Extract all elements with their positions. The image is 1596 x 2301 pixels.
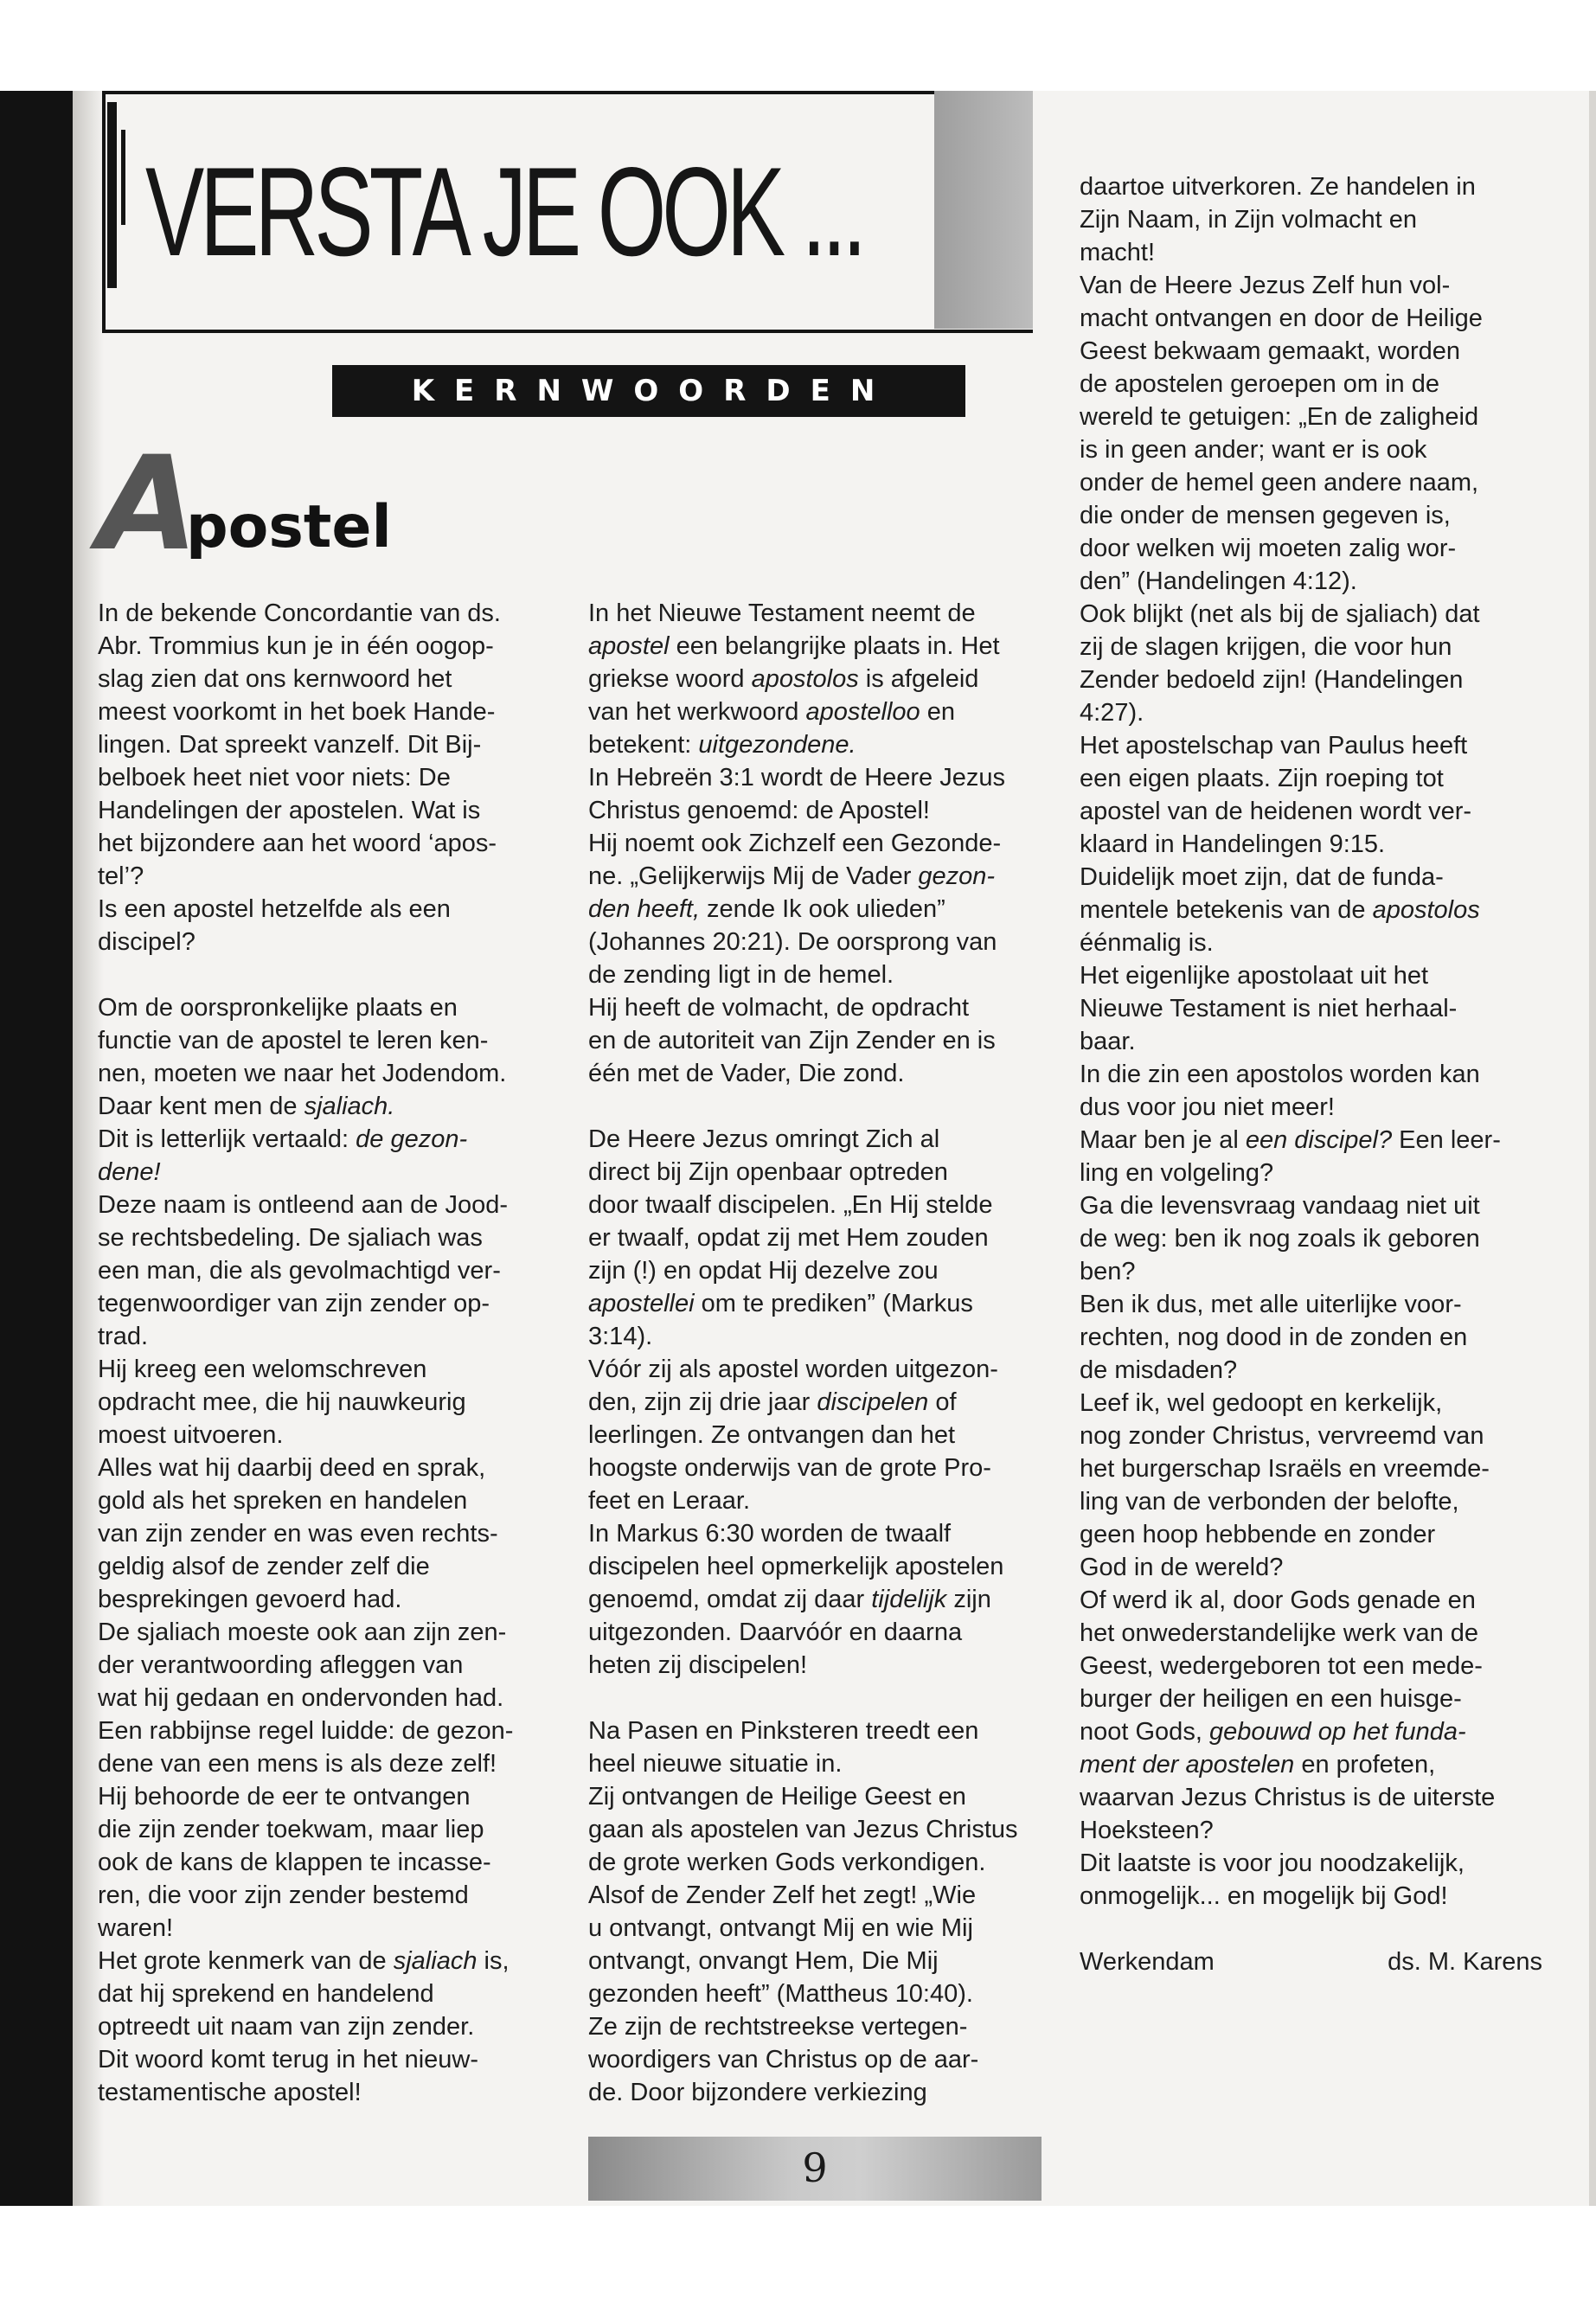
text-line: nen, moeten we naar het Jodendom. bbox=[98, 1060, 507, 1087]
article-title-initial: A bbox=[98, 429, 199, 580]
text-line: het onwederstandelijke werk van de bbox=[1080, 1619, 1479, 1647]
text-line: Om de oorspronkelijke plaats en bbox=[98, 994, 458, 1022]
text-line: gold als het spreken en handelen bbox=[98, 1487, 468, 1515]
text-line: Daar kent men de sjaliach. bbox=[98, 1093, 395, 1120]
text-line: mentele betekenis van de apostolos bbox=[1080, 896, 1480, 924]
text-line: Duidelijk moet zijn, dat de funda- bbox=[1080, 863, 1444, 891]
text-line: een man, die als gevolmachtigd ver- bbox=[98, 1257, 501, 1285]
text-line: woordigers van Christus op de aar- bbox=[588, 2046, 979, 2073]
text-line: In die zin een apostolos worden kan bbox=[1080, 1061, 1480, 1088]
text-line: de zending ligt in de hemel. bbox=[588, 961, 894, 989]
text-line: testamentische apostel! bbox=[98, 2079, 362, 2106]
text-line: ment der apostelen en profeten, bbox=[1080, 1751, 1436, 1779]
text-line bbox=[588, 1090, 1047, 1123]
text-line: Nieuwe Testament is niet herhaal- bbox=[1080, 995, 1458, 1022]
text-line: besprekingen gevoerd had. bbox=[98, 1586, 402, 1613]
text-line: Dit laatste is voor jou noodzakelijk, bbox=[1080, 1849, 1465, 1877]
text-line: zij de slagen krijgen, die voor hun bbox=[1080, 633, 1452, 661]
text-line: se rechtsbedeling. De sjaliach was bbox=[98, 1224, 483, 1252]
header-ornament bbox=[107, 102, 117, 288]
text-line: discipel? bbox=[98, 928, 195, 956]
text-line: het burgerschap Israëls en vreemde- bbox=[1080, 1455, 1490, 1483]
text-line: apostellei om te prediken” (Markus bbox=[588, 1290, 973, 1317]
signature-line bbox=[1080, 1945, 1542, 1978]
text-line: Een rabbijnse regel luidde: de gezon- bbox=[98, 1717, 514, 1745]
text-line: 3:14). bbox=[588, 1323, 653, 1350]
text-line: die zijn zender toekwam, maar liep bbox=[98, 1816, 484, 1843]
text-line: den heeft, zende Ik ook ulieden” bbox=[588, 895, 945, 923]
text-line: van het werkwoord apostelloo en bbox=[588, 698, 956, 726]
text-line: onmogelijk... en mogelijk bij God! bbox=[1080, 1882, 1448, 1910]
text-line: uitgezonden. Daarvóór en daarna bbox=[588, 1618, 963, 1646]
text-line: In Markus 6:30 worden de twaalf bbox=[588, 1520, 952, 1548]
text-line: zijn (!) en opdat Hij dezelve zou bbox=[588, 1257, 939, 1285]
text-line: den, zijn zij drie jaar discipelen of bbox=[588, 1388, 957, 1416]
text-line: gaan als apostelen van Jezus Christus bbox=[588, 1816, 1018, 1843]
text-line: Ook blijkt (net als bij de sjaliach) dat bbox=[1080, 600, 1480, 628]
text-line: opdracht mee, die hij nauwkeurig bbox=[98, 1388, 466, 1416]
text-line: klaard in Handelingen 9:15. bbox=[1080, 830, 1386, 858]
text-line: optreedt uit naam van zijn zender. bbox=[98, 2013, 475, 2041]
text-line: hoogste onderwijs van de grote Pro- bbox=[588, 1454, 991, 1482]
text-line: de. Door bijzondere verkiezing bbox=[588, 2079, 927, 2106]
text-line: direct bij Zijn openbaar optreden bbox=[588, 1158, 948, 1186]
text-line: Vóór zij als apostel worden uitgezon- bbox=[588, 1356, 998, 1383]
text-line: Deze naam is ontleend aan de Jood- bbox=[98, 1191, 508, 1219]
text-line bbox=[588, 1682, 1047, 1715]
text-line: is in geen ander; want er is ook bbox=[1080, 436, 1427, 464]
text-line: burger der heiligen en een huisge- bbox=[1080, 1685, 1462, 1713]
text-line: discipelen heel opmerkelijk apostelen bbox=[588, 1553, 1004, 1580]
text-line: feet en Leraar. bbox=[588, 1487, 751, 1515]
text-line: Geest bekwaam gemaakt, worden bbox=[1080, 337, 1461, 365]
text-line: een eigen plaats. Zijn roeping tot bbox=[1080, 765, 1444, 792]
text-line: Zij ontvangen de Heilige Geest en bbox=[588, 1783, 966, 1811]
header-ornament-thin bbox=[121, 130, 125, 225]
text-line: Leef ik, wel gedoopt en kerkelijk, bbox=[1080, 1389, 1443, 1417]
text-line: Het grote kenmerk van de sjaliach is, bbox=[98, 1947, 510, 1975]
text-line: Het eigenlijke apostolaat uit het bbox=[1080, 962, 1429, 990]
text-line: onder de hemel geen andere naam, bbox=[1080, 469, 1479, 497]
text-line: 4:27). bbox=[1080, 699, 1144, 727]
text-line: Dit is letterlijk vertaald: de gezon- bbox=[98, 1125, 468, 1153]
text-line: u ontvangt, ontvangt Mij en wie Mij bbox=[588, 1914, 973, 1942]
page-number: 9 bbox=[802, 2144, 828, 2191]
text-line: slag zien dat ons kernwoord het bbox=[98, 665, 452, 693]
text-line: dat hij sprekend en handelend bbox=[98, 1980, 434, 2008]
text-line: Of werd ik al, door Gods genade en bbox=[1080, 1586, 1476, 1614]
text-line: In Hebreën 3:1 wordt de Heere Jezus bbox=[588, 764, 1005, 792]
text-line: macht ontvangen en door de Heilige bbox=[1080, 304, 1483, 332]
text-line: dene van een mens is als deze zelf! bbox=[98, 1750, 497, 1778]
text-line: waarvan Jezus Christus is de uiterste bbox=[1080, 1784, 1496, 1811]
text-line: In de bekende Concordantie van ds. bbox=[98, 599, 501, 627]
text-line: er twaalf, opdat zij met Hem zouden bbox=[588, 1224, 989, 1252]
text-line: Handelingen der apostelen. Wat is bbox=[98, 797, 481, 824]
text-line: Hij kreeg een welomschreven bbox=[98, 1356, 427, 1383]
text-line: griekse woord apostolos is afgeleid bbox=[588, 665, 979, 693]
text-line: daartoe uitverkoren. Ze handelen in bbox=[1080, 173, 1476, 201]
text-line: de misdaden? bbox=[1080, 1356, 1238, 1384]
text-line: Christus genoemd: de Apostel! bbox=[588, 797, 930, 824]
text-line: Maar ben je al een discipel? Een leer- bbox=[1080, 1126, 1501, 1154]
text-line: gezonden heeft” (Mattheus 10:40). bbox=[588, 1980, 973, 2008]
text-column-3 bbox=[1080, 170, 1542, 1978]
text-line: baar. bbox=[1080, 1028, 1136, 1055]
text-line: apostel een belangrijke plaats in. Het bbox=[588, 632, 1000, 660]
text-line: Hij heeft de volmacht, de opdracht bbox=[588, 994, 970, 1022]
text-line: noot Gods, gebouwd op het funda- bbox=[1080, 1718, 1466, 1746]
text-line: dus voor jou niet meer! bbox=[1080, 1093, 1335, 1121]
text-line: ben? bbox=[1080, 1258, 1136, 1285]
text-line: Ga die levensvraag vandaag niet uit bbox=[1080, 1192, 1480, 1220]
series-subtitle: KERNWOORDEN bbox=[332, 365, 965, 417]
text-line: meest voorkomt in het boek Hande- bbox=[98, 698, 496, 726]
text-line: functie van de apostel te leren ken- bbox=[98, 1027, 489, 1054]
text-line: die onder de mensen gegeven is, bbox=[1080, 502, 1451, 529]
signature-author: ds. M. Karens bbox=[1388, 1948, 1542, 1976]
text-line bbox=[98, 958, 565, 991]
text-line: Ben ik dus, met alle uiterlijke voor- bbox=[1080, 1291, 1462, 1318]
text-line: dene! bbox=[98, 1158, 161, 1186]
text-line: betekent: uitgezondene. bbox=[588, 731, 856, 759]
text-line: ook de kans de klappen te incasse- bbox=[98, 1849, 491, 1876]
text-line: der verantwoording afleggen van bbox=[98, 1651, 464, 1679]
column-3-lines bbox=[1080, 170, 1542, 1913]
signature-place: Werkendam bbox=[1080, 1948, 1215, 1976]
text-line: Is een apostel hetzelfde als een bbox=[98, 895, 451, 923]
text-line: één met de Vader, Die zond. bbox=[588, 1060, 905, 1087]
text-line: Abr. Trommius kun je in één oogop- bbox=[98, 632, 494, 660]
text-line: Hij behoorde de eer te ontvangen bbox=[98, 1783, 471, 1811]
text-line: Alles wat hij daarbij deed en sprak, bbox=[98, 1454, 486, 1482]
text-line: de apostelen geroepen om in de bbox=[1080, 370, 1439, 398]
text-line: het bijzondere aan het woord ‘apos- bbox=[98, 830, 497, 857]
text-line: tegenwoordiger van zijn zender op- bbox=[98, 1290, 490, 1317]
text-line: trad. bbox=[98, 1323, 149, 1350]
text-column-2 bbox=[588, 597, 1047, 2109]
text-line: tel’? bbox=[98, 862, 144, 890]
text-line: lingen. Dat spreekt vanzelf. Dit Bij- bbox=[98, 731, 482, 759]
text-line: geldig alsof de zender zelf die bbox=[98, 1553, 430, 1580]
text-line: Van de Heere Jezus Zelf hun vol- bbox=[1080, 272, 1451, 299]
text-line: waren! bbox=[98, 1914, 174, 1942]
text-line: God in de wereld? bbox=[1080, 1554, 1284, 1581]
text-line: Na Pasen en Pinksteren treedt een bbox=[588, 1717, 979, 1745]
text-line: Ze zijn de rechtstreekse vertegen- bbox=[588, 2013, 968, 2041]
text-line: door twaalf discipelen. „En Hij stelde bbox=[588, 1191, 993, 1219]
text-line: nog zonder Christus, vervreemd van bbox=[1080, 1422, 1484, 1450]
page-edge bbox=[1589, 91, 1596, 2206]
text-line: wereld te getuigen: „En de zaligheid bbox=[1080, 403, 1479, 431]
text-line: De Heere Jezus omringt Zich al bbox=[588, 1125, 940, 1153]
text-line: ren, die voor zijn zender bestemd bbox=[98, 1881, 469, 1909]
text-line: rechten, nog dood in de zonden en bbox=[1080, 1324, 1468, 1351]
text-line: Hoeksteen? bbox=[1080, 1817, 1214, 1844]
text-line: (Johannes 20:21). De oorsprong van bbox=[588, 928, 997, 956]
text-line: wat hij gedaan en ondervonden had. bbox=[98, 1684, 504, 1712]
text-line: macht! bbox=[1080, 239, 1156, 266]
text-line: door welken wij moeten zalig wor- bbox=[1080, 535, 1457, 562]
text-line: geen hoop hebbende en zonder bbox=[1080, 1521, 1436, 1548]
text-line: apostel van de heidenen wordt ver- bbox=[1080, 798, 1472, 825]
text-line: van zijn zender en was even rechts- bbox=[98, 1520, 498, 1548]
series-title: VERSTA JE OOK ... bbox=[145, 141, 863, 282]
text-line: den” (Handelingen 4:12). bbox=[1080, 567, 1357, 595]
text-line: éénmalig is. bbox=[1080, 929, 1214, 957]
text-line: ontvangt, onvangt Hem, Die Mij bbox=[588, 1947, 939, 1975]
text-column-1 bbox=[98, 597, 565, 2109]
text-line: Alsof de Zender Zelf het zegt! „Wie bbox=[588, 1881, 977, 1909]
text-line: genoemd, omdat zij daar tijdelijk zijn bbox=[588, 1586, 991, 1613]
header-grey-block bbox=[934, 91, 1033, 329]
text-line: moest uitvoeren. bbox=[98, 1421, 284, 1449]
text-line: De sjaliach moeste ook aan zijn zen- bbox=[98, 1618, 507, 1646]
text-line: Zijn Naam, in Zijn volmacht en bbox=[1080, 206, 1418, 234]
text-line: ling van de verbonden der belofte, bbox=[1080, 1488, 1459, 1516]
text-line: Hij noemt ook Zichzelf een Gezonde- bbox=[588, 830, 1002, 857]
text-line: Geest, wedergeboren tot een mede- bbox=[1080, 1652, 1483, 1680]
text-line: heten zij discipelen! bbox=[588, 1651, 808, 1679]
text-line: Zender bedoeld zijn! (Handelingen bbox=[1080, 666, 1464, 694]
article-title: postel bbox=[186, 493, 392, 561]
text-line: ling en volgeling? bbox=[1080, 1159, 1274, 1187]
text-line: de grote werken Gods verkondigen. bbox=[588, 1849, 986, 1876]
text-line: ne. „Gelijkerwijs Mij de Vader gezon- bbox=[588, 862, 996, 890]
text-line: Het apostelschap van Paulus heeft bbox=[1080, 732, 1468, 760]
text-line: heel nieuwe situatie in. bbox=[588, 1750, 843, 1778]
text-line: In het Nieuwe Testament neemt de bbox=[588, 599, 976, 627]
binding-edge bbox=[0, 91, 73, 2206]
text-line: belboek heet niet voor niets: De bbox=[98, 764, 451, 792]
text-line: leerlingen. Ze ontvangen dan het bbox=[588, 1421, 956, 1449]
text-line: Dit woord komt terug in het nieuw- bbox=[98, 2046, 479, 2073]
text-line: de weg: ben ik nog zoals ik geboren bbox=[1080, 1225, 1480, 1253]
text-line: en de autoriteit van Zijn Zender en is bbox=[588, 1027, 996, 1054]
